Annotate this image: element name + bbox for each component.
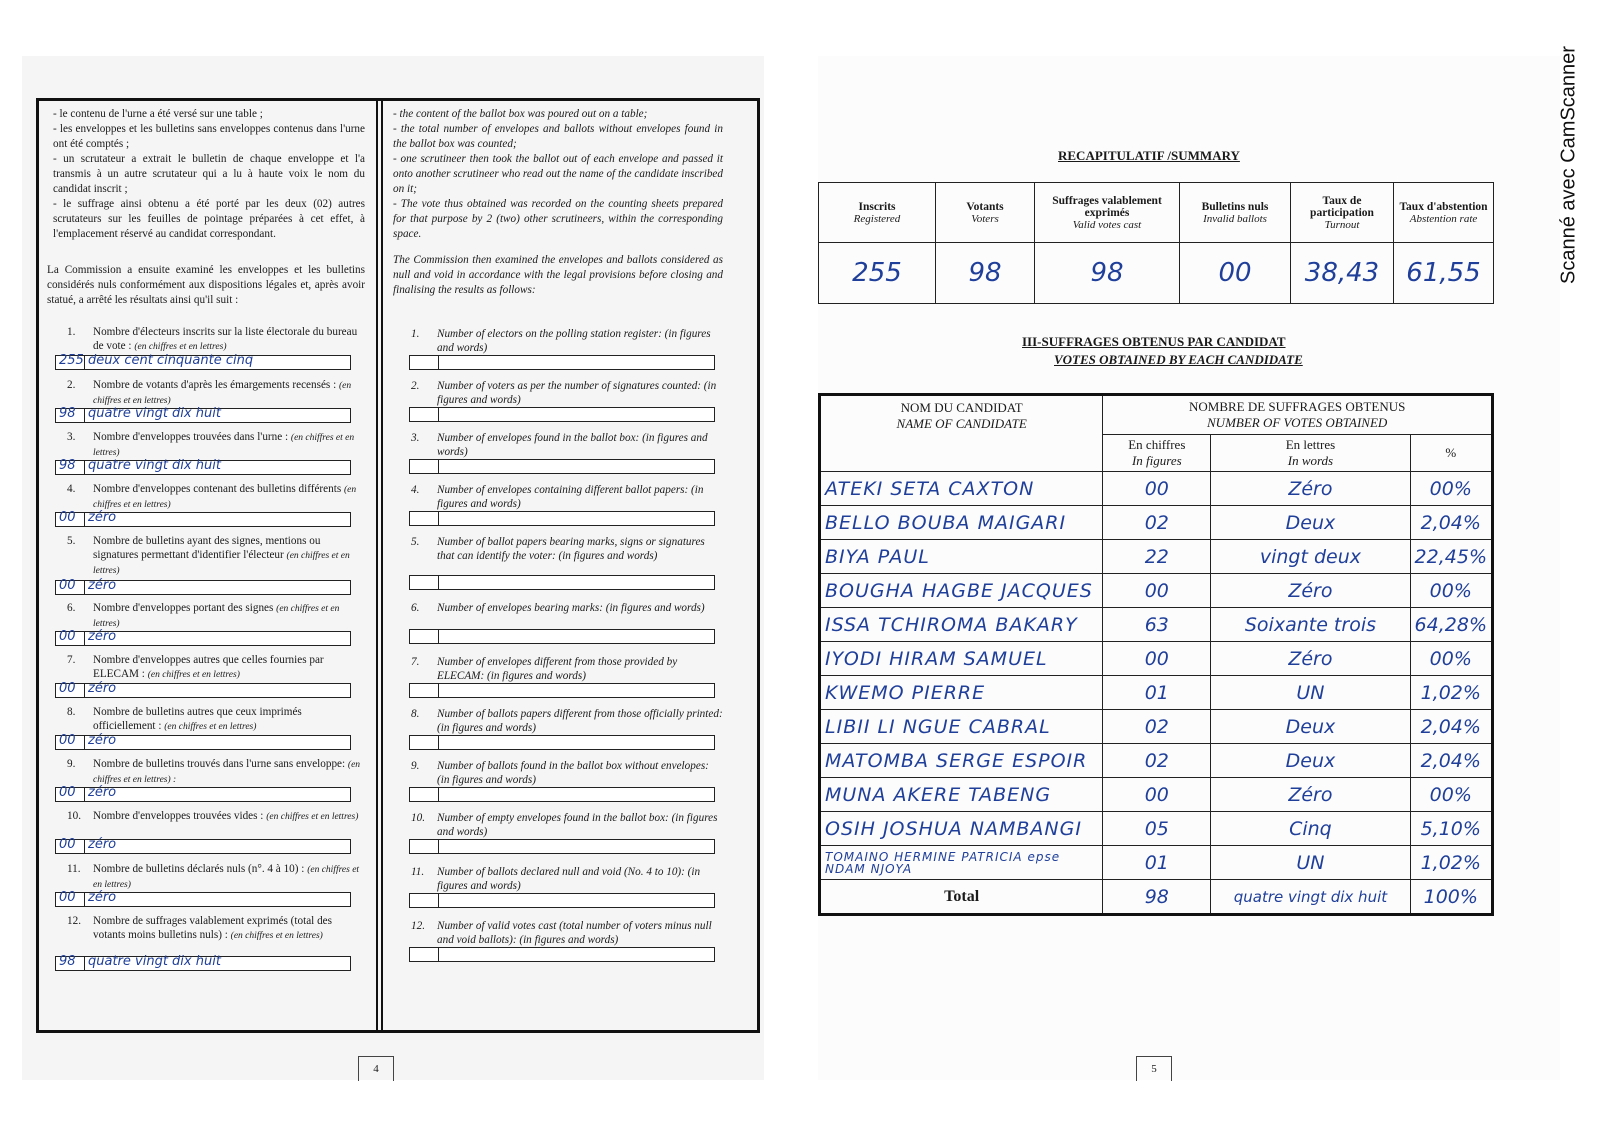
answer-field[interactable] (55, 735, 351, 750)
item-label: Number of ballots found in the ballot box without envelopes: (in figures and words) (437, 760, 709, 786)
total-percent: 100% (1410, 880, 1492, 915)
candidate-figure: 00 (1103, 574, 1211, 608)
item-note: (en chiffres et en lettres) (134, 342, 227, 352)
item-number: 8. (67, 706, 76, 718)
page-number-left: 4 (358, 1056, 394, 1081)
field-divider (438, 630, 439, 643)
item-number: 5. (411, 536, 420, 548)
total-label: Total (820, 880, 1103, 915)
item-number: 2. (411, 380, 420, 392)
candidate-words: vingt deux (1211, 540, 1410, 574)
field-divider (438, 736, 439, 749)
item-text: Nombre d'enveloppes trouvées vides : (93, 810, 264, 822)
candidate-figure: 00 (1103, 642, 1211, 676)
answer-field[interactable] (55, 787, 351, 802)
value-voters: 98 (936, 243, 1035, 304)
candidate-name: MUNA AKERE TABENG (820, 778, 1103, 812)
camscanner-watermark: Scanné avec CamScanner (1557, 46, 1580, 284)
field-divider (84, 736, 85, 749)
answer-field[interactable] (55, 631, 351, 646)
answer-figure: 00 (59, 629, 76, 644)
answer-field-en[interactable] (409, 407, 715, 422)
answer-field[interactable] (55, 580, 351, 595)
candidate-figure: 01 (1103, 676, 1211, 710)
item-label: Number of ballot papers bearing marks, signs or signatures that can identify the voter: (in figures and words) (437, 536, 705, 562)
answer-figure: 98 (59, 406, 76, 421)
candidate-name: BOUGHA HAGBE JACQUES (820, 574, 1103, 608)
item-note: (en chiffres et en lettres) : (93, 760, 361, 785)
item-label (93, 601, 367, 631)
candidate-figure: 01 (1103, 846, 1211, 880)
answer-figure: 255 (59, 353, 84, 368)
answer-field[interactable] (55, 408, 351, 423)
field-divider (84, 840, 85, 853)
field-divider (84, 356, 85, 369)
candidate-row (820, 642, 1493, 676)
item-label (93, 862, 367, 892)
item-number: 9. (67, 758, 76, 770)
answer-field[interactable] (55, 839, 351, 854)
candidate-figure: 22 (1103, 540, 1211, 574)
left-page (22, 56, 764, 1080)
item-label: Number of voters as per the number of signatures counted: (in figures and words) (437, 380, 717, 406)
candidate-percent: 22,45% (1410, 540, 1492, 574)
field-divider (84, 581, 85, 594)
candidate-name: MATOMBA SERGE ESPOIR (820, 744, 1103, 778)
answer-field[interactable] (55, 683, 351, 698)
field-divider (84, 632, 85, 645)
header-in-figures: En chiffres In figures (1103, 435, 1211, 472)
candidate-words: Deux (1211, 506, 1410, 540)
candidate-words: Deux (1211, 710, 1410, 744)
item-label (93, 705, 367, 734)
item-text: Nombre de bulletins déclarés nuls (n°. 4 à 10) : (93, 863, 305, 875)
candidate-name: BIYA PAUL (820, 540, 1103, 574)
answer-words: quatre vingt dix huit (88, 458, 221, 473)
field-divider (438, 408, 439, 421)
item-text: Nombre de suffrages valablement exprimés (total des votants moins bulletins nuls) : (93, 915, 333, 941)
candidate-name: KWEMO PIERRE (820, 676, 1103, 710)
candidate-percent: 00% (1410, 472, 1492, 506)
candidate-name: IYODI HIRAM SAMUEL (820, 642, 1103, 676)
candidate-percent: 5,10% (1410, 812, 1492, 846)
answer-words: zéro (88, 578, 117, 593)
french-column (39, 101, 378, 1030)
item-number: 7. (411, 656, 420, 668)
item-label (93, 809, 367, 824)
item-number: 10. (411, 812, 425, 824)
field-divider (438, 894, 439, 907)
answer-words: quatre vingt dix huit (88, 406, 221, 421)
bullet-en-3: - one scrutineer then took the ballot out of each envelope and passed it onto another scrutineer who read out the name of the candidate inscribed on it; (393, 153, 723, 195)
total-figure: 98 (1103, 880, 1211, 915)
item-text: Nombre d'enveloppes trouvées dans l'urne : (93, 431, 289, 443)
candidate-figure: 63 (1103, 608, 1211, 642)
item-note: (en chiffres et en lettres) (147, 670, 240, 680)
candidate-row (820, 472, 1493, 506)
item-number: 10. (67, 810, 81, 822)
answer-figure: 00 (59, 578, 76, 593)
value-registered: 255 (819, 243, 936, 304)
header-turnout: Taux de participation Turnout (1291, 183, 1394, 243)
answer-field[interactable] (55, 512, 351, 527)
item-number: 11. (67, 863, 81, 875)
candidate-name: ATEKI SETA CAXTON (820, 472, 1103, 506)
intro-fr: La Commission a ensuite examiné les enveloppes et les bulletins considérés nuls conformément aux dispositions légales et, après avoir statué, a arrêté les résultats ainsi qu'il suit : (47, 264, 365, 306)
answer-field-en[interactable] (409, 459, 715, 474)
field-divider (438, 948, 439, 961)
field-divider (438, 512, 439, 525)
field-divider (438, 788, 439, 801)
item-note: (en chiffres et en lettres) (230, 931, 323, 941)
answer-words: zéro (88, 733, 117, 748)
answer-field[interactable] (55, 355, 351, 370)
field-divider (438, 576, 439, 589)
candidate-name: BELLO BOUBA MAIGARI (820, 506, 1103, 540)
candidate-row (820, 846, 1493, 880)
field-divider (84, 409, 85, 422)
item-number: 3. (411, 432, 420, 444)
field-divider (84, 957, 85, 970)
item-number: 6. (67, 602, 76, 614)
answer-figure: 98 (59, 954, 76, 969)
candidate-words: UN (1211, 676, 1410, 710)
section-title-fr: III-SUFFRAGES OBTENUS PAR CANDIDAT (1022, 334, 1286, 349)
field-divider (84, 684, 85, 697)
item-text: Nombre de bulletins trouvés dans l'urne sans enveloppe: (93, 758, 346, 770)
item-note: (en chiffres et en lettres) (93, 865, 360, 890)
candidate-percent: 2,04% (1410, 710, 1492, 744)
item-label (93, 378, 367, 408)
candidate-name: LIBII LI NGUE CABRAL (820, 710, 1103, 744)
item-number: 4. (411, 484, 420, 496)
answer-words: deux cent cinquante cinq (88, 353, 254, 368)
candidate-words: Zéro (1211, 642, 1410, 676)
candidate-figure: 02 (1103, 506, 1211, 540)
item-number: 1. (411, 328, 420, 340)
candidate-words: Deux (1211, 744, 1410, 778)
field-divider (84, 788, 85, 801)
item-number: 11. (411, 866, 425, 878)
answer-field-en[interactable] (409, 787, 715, 802)
summary-title: RECAPITULATIF /SUMMARY (1058, 148, 1240, 163)
answer-field-en[interactable] (409, 735, 715, 750)
value-abstention: 61,55 (1394, 243, 1494, 304)
candidate-row (820, 506, 1493, 540)
header-abstention: Taux d'abstention Abstention rate (1394, 183, 1494, 243)
candidate-words: Soixante trois (1211, 608, 1410, 642)
header-votes-obtained: NOMBRE DE SUFFRAGES OBTENUS NUMBER OF VOTES OBTAINED (1103, 395, 1493, 435)
item-text: Nombre d'électeurs inscrits sur la liste électorale du bureau de vote : (93, 326, 358, 352)
header-percent: % (1410, 435, 1492, 472)
item-label: Number of envelopes found in the ballot box: (in figures and words) (437, 432, 708, 458)
value-invalid: 00 (1180, 243, 1291, 304)
answer-words: quatre vingt dix huit (88, 954, 221, 969)
item-label: Number of empty envelopes found in the ballot box: (in figures and words) (437, 812, 718, 838)
item-text: Nombre d'enveloppes autres que celles fournies par ELECAM : (93, 654, 324, 680)
candidate-row (820, 574, 1493, 608)
answer-words: zéro (88, 837, 117, 852)
item-label: Number of ballots declared null and void (No. 4 to 10): (in figures and words) (437, 866, 701, 892)
item-note: (en chiffres et en lettres) (164, 722, 257, 732)
answer-field-en[interactable] (409, 511, 715, 526)
answer-figure: 00 (59, 510, 76, 525)
item-label: Number of valid votes cast (total number of voters minus null and void ballots): (in figures and words) (437, 920, 712, 946)
item-number: 6. (411, 602, 420, 614)
item-number: 7. (67, 654, 76, 666)
item-label: Number of envelopes different from those provided by ELECAM: (in figures and words) (437, 656, 678, 682)
item-number: 9. (411, 760, 420, 772)
answer-words: zéro (88, 629, 117, 644)
field-divider (84, 513, 85, 526)
answer-field-en[interactable] (409, 629, 715, 644)
answer-field-en[interactable] (409, 683, 715, 698)
item-number: 1. (67, 326, 76, 338)
answer-figure: 00 (59, 681, 76, 696)
candidate-figure: 02 (1103, 744, 1211, 778)
candidate-name: OSIH JOSHUA NAMBANGI (820, 812, 1103, 846)
item-label (93, 430, 367, 460)
candidate-figure: 02 (1103, 710, 1211, 744)
candidate-figure: 05 (1103, 812, 1211, 846)
bullet-en-4: - The vote thus obtained was recorded on the counting sheets prepared for that purpose by 2 (two) other scrutineers, within the corresponding space. (393, 198, 723, 240)
answer-field[interactable] (55, 460, 351, 475)
candidate-percent: 1,02% (1410, 676, 1492, 710)
item-text: Nombre de bulletins ayant des signes, mentions ou signatures permettant d'identifier l'électeur (93, 535, 321, 561)
item-text: Nombre d'enveloppes portant des signes (93, 602, 274, 614)
candidate-row (820, 676, 1493, 710)
candidate-row (820, 812, 1493, 846)
candidate-row (820, 710, 1493, 744)
header-invalid: Bulletins nuls Invalid ballots (1180, 183, 1291, 243)
total-words: quatre vingt dix huit (1211, 880, 1410, 915)
field-divider (84, 893, 85, 906)
page-number-right: 5 (1136, 1056, 1172, 1081)
item-text: Nombre d'enveloppes contenant des bulletins différents (93, 483, 342, 495)
answer-figure: 00 (59, 837, 76, 852)
item-number: 3. (67, 431, 76, 443)
item-label (93, 325, 367, 354)
item-note: (en chiffres et en lettres) (93, 433, 355, 458)
answer-figure: 00 (59, 890, 76, 905)
candidate-row (820, 778, 1493, 812)
candidate-words: Zéro (1211, 778, 1410, 812)
section-title-en: VOTES OBTAINED BY EACH CANDIDATE (1054, 352, 1303, 367)
answer-field-en[interactable] (409, 893, 715, 908)
field-divider (438, 356, 439, 369)
item-label (93, 482, 367, 512)
candidate-name: TOMAINO HERMINE PATRICIA epse NDAM NJOYA (820, 846, 1103, 880)
candidate-words: Cinq (1211, 812, 1410, 846)
english-column (381, 101, 757, 1030)
summary-table (818, 182, 1494, 304)
field-divider (84, 461, 85, 474)
item-note: (en chiffres et en lettres) (93, 485, 357, 510)
item-text: Nombre de bulletins autres que ceux imprimés officiellement : (93, 706, 302, 732)
answer-figure: 00 (59, 733, 76, 748)
candidate-figure: 00 (1103, 778, 1211, 812)
bullet-fr-4: - le suffrage ainsi obtenu a été porté par les deux (02) autres scrutateurs sur les feuilles de pointage préparées à cet effet, à l'emplacement réservé au candidat correspondant. (53, 198, 365, 240)
header-voters: Votants Voters (936, 183, 1035, 243)
candidate-row (820, 608, 1493, 642)
item-number: 4. (67, 483, 76, 495)
header-candidate-name: NOM DU CANDIDAT NAME OF CANDIDATE (820, 395, 1103, 472)
bullet-fr-3: - un scrutateur a extrait le bulletin de chaque enveloppe et l'a transmis à un autre scrutateur qui a lu à haute voix le nom du candidat inscrit ; (53, 153, 365, 195)
item-number: 8. (411, 708, 420, 720)
answer-field-en[interactable] (409, 947, 715, 962)
item-note: (en chiffres et en lettres) (93, 604, 340, 629)
item-label: Number of electors on the polling station register: (in figures and words) (437, 328, 711, 354)
answer-field-en[interactable] (409, 355, 715, 370)
item-label: Number of envelopes bearing marks: (in figures and words) (437, 602, 705, 614)
field-divider (438, 840, 439, 853)
answer-figure: 98 (59, 458, 76, 473)
candidate-percent: 1,02% (1410, 846, 1492, 880)
item-number: 2. (67, 379, 76, 391)
header-registered: Inscrits Registered (819, 183, 936, 243)
candidate-percent: 00% (1410, 778, 1492, 812)
answer-field[interactable] (55, 892, 351, 907)
candidate-row (820, 540, 1493, 574)
candidate-figure: 00 (1103, 472, 1211, 506)
item-label (93, 534, 367, 578)
field-divider (438, 460, 439, 473)
bullet-en-1: - the content of the ballot box was poured out on a table; (393, 108, 648, 120)
item-label (93, 914, 367, 943)
candidate-words: UN (1211, 846, 1410, 880)
answer-field-en[interactable] (409, 575, 715, 590)
item-label (93, 653, 367, 682)
item-label (93, 757, 367, 787)
right-page (818, 56, 1560, 1080)
candidate-percent: 2,04% (1410, 506, 1492, 540)
item-label: Number of ballots papers different from those officially printed: (in figures and words) (437, 708, 723, 734)
answer-words: zéro (88, 510, 117, 525)
candidate-percent: 00% (1410, 642, 1492, 676)
candidate-name: ISSA TCHIROMA BAKARY (820, 608, 1103, 642)
header-in-words: En lettres In words (1211, 435, 1410, 472)
header-valid-votes: Suffrages valablement exprimés Valid votes cast (1035, 183, 1180, 243)
answer-figure: 00 (59, 785, 76, 800)
value-valid-votes: 98 (1035, 243, 1180, 304)
answer-field-en[interactable] (409, 839, 715, 854)
item-note: (en chiffres et en lettres) (93, 551, 350, 576)
item-number: 5. (67, 535, 76, 547)
candidate-percent: 00% (1410, 574, 1492, 608)
left-form-frame (36, 98, 760, 1033)
bullet-fr-1: - le contenu de l'urne a été versé sur une table ; (53, 108, 263, 120)
bullets-en (393, 107, 723, 242)
candidate-row (820, 744, 1493, 778)
item-note: (en chiffres et en lettres) (93, 381, 352, 406)
candidates-table (818, 393, 1494, 916)
value-turnout: 38,43 (1291, 243, 1394, 304)
answer-field[interactable] (55, 956, 351, 971)
field-divider (438, 684, 439, 697)
answer-words: zéro (88, 681, 117, 696)
item-number: 12. (67, 915, 81, 927)
candidate-words: Zéro (1211, 472, 1410, 506)
candidate-percent: 2,04% (1410, 744, 1492, 778)
item-number: 12. (411, 920, 425, 932)
candidate-percent: 64,28% (1410, 608, 1492, 642)
item-text: Nombre de votants d'après les émargements recensés : (93, 379, 337, 391)
answer-words: zéro (88, 785, 117, 800)
bullet-fr-2: - les enveloppes et les bulletins sans enveloppes contenus dans l'urne ont été comptés ; (53, 123, 365, 150)
intro-en: The Commission then examined the envelopes and ballots considered as null and void in accordance with the legal provisions before closing and finalising the results as follows: (393, 254, 723, 296)
item-label: Number of envelopes containing different ballot papers: (in figures and words) (437, 484, 704, 510)
bullets-fr (53, 107, 365, 242)
answer-words: zéro (88, 890, 117, 905)
bullet-en-2: - the total number of envelopes and ballots without envelopes found in the ballot box was counted; (393, 123, 723, 150)
candidate-words: Zéro (1211, 574, 1410, 608)
item-note: (en chiffres et en lettres) (266, 812, 359, 822)
